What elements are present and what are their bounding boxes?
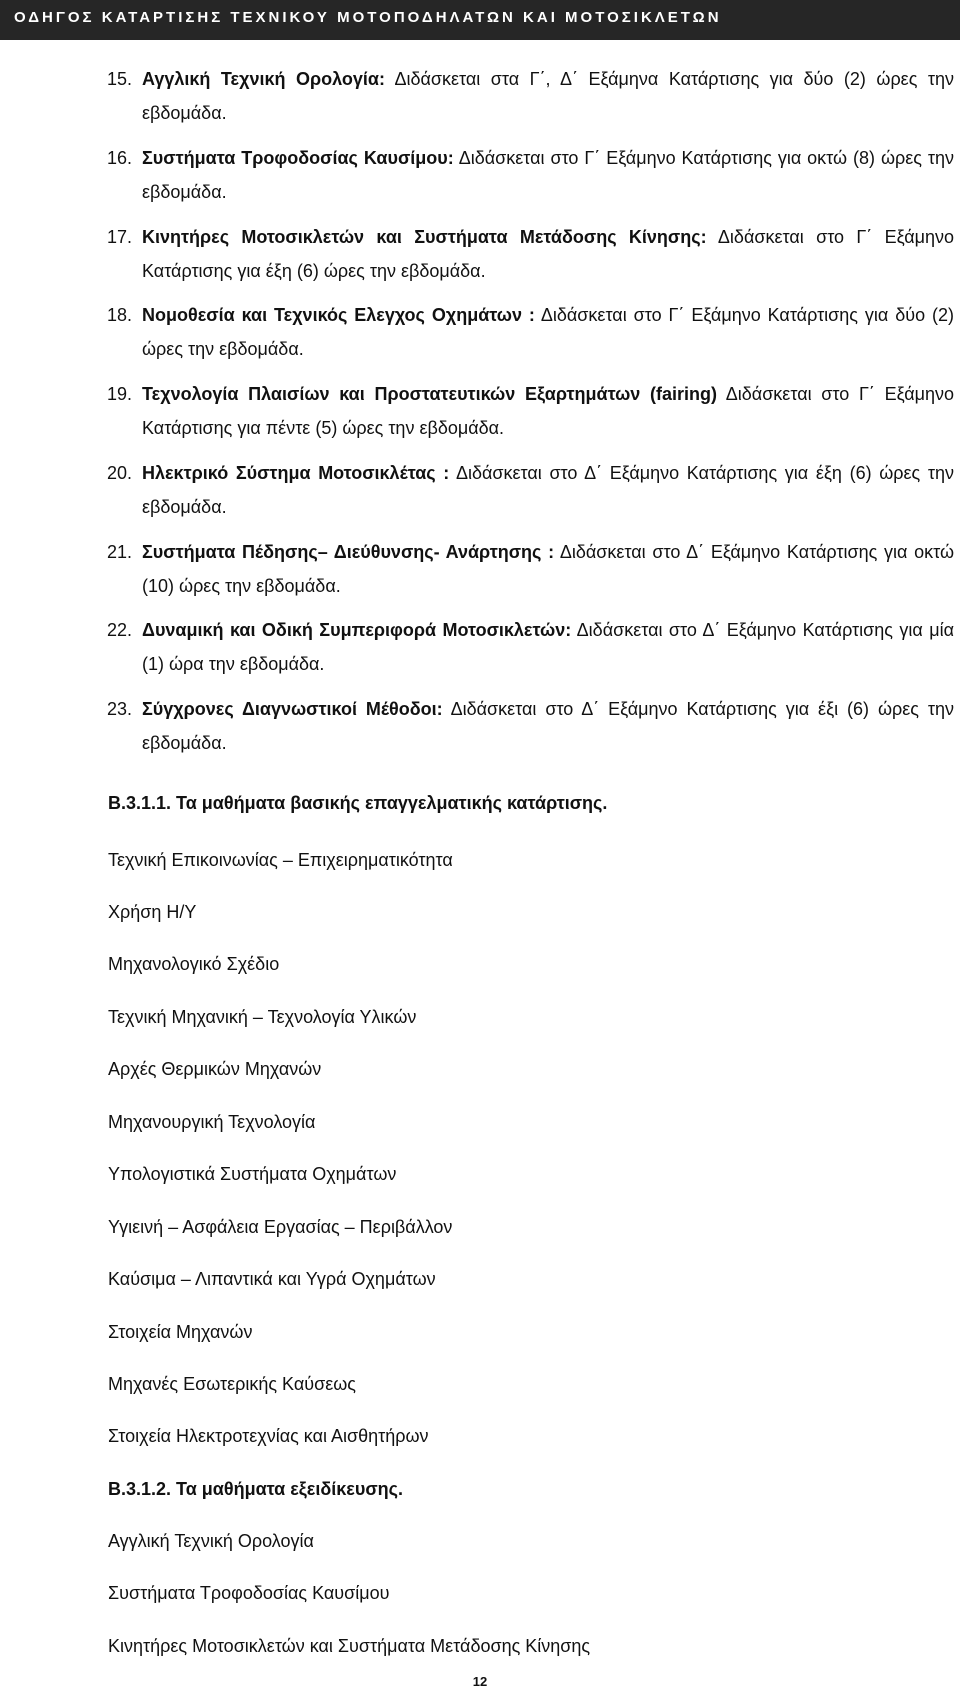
course-item xyxy=(107,298,954,366)
item-number: 19. xyxy=(107,384,133,404)
course-title: Ηλεκτρικό Σύστημα Μοτοσικλέτας : xyxy=(142,463,450,483)
item-number: 22. xyxy=(107,620,133,640)
item-number: 20. xyxy=(107,463,133,483)
course-item xyxy=(107,141,955,209)
course-item xyxy=(107,220,955,288)
special-course: Συστήματα Τροφοδοσίας Καυσίμου xyxy=(108,1583,390,1603)
course-title: Συστήματα Πέδησης– Διεύθυνσης- Ανάρτησης : xyxy=(142,542,555,562)
page-number: 12 xyxy=(472,1674,488,1689)
item-number: 18. xyxy=(107,305,133,325)
course-item xyxy=(107,62,954,130)
course-title: Τεχνολογία Πλαισίων και Προστατευτικών Εξαρτημάτων (fairing) xyxy=(142,384,718,404)
basic-course: Τεχνική Μηχανική – Τεχνολογία Υλικών xyxy=(108,1007,417,1027)
section-heading: Β.3.1.1. Τα μαθήματα βασικής επαγγελματικής κατάρτισης. xyxy=(108,793,608,813)
course-item xyxy=(107,535,955,603)
basic-course: Στοιχεία Μηχανών xyxy=(108,1322,253,1342)
basic-course: Μηχανολογικό Σχέδιο xyxy=(108,954,280,974)
item-number: 21. xyxy=(107,542,133,562)
basic-course: Μηχανουργική Τεχνολογία xyxy=(108,1112,316,1132)
basic-course: Καύσιμα – Λιπαντικά και Υγρά Οχημάτων xyxy=(108,1269,436,1289)
course-description: Διδάσκεται στο Δ΄ Εξάμηνο Κατάρτισης για έξη (6) ώρες την εβδομάδα. xyxy=(142,463,954,517)
special-course: Αγγλική Τεχνική Ορολογία xyxy=(108,1531,314,1551)
special-course: Κινητήρες Μοτοσικλετών και Συστήματα Μετάδοσης Κίνησης xyxy=(108,1636,591,1656)
course-item xyxy=(107,613,955,681)
item-number: 16. xyxy=(107,148,133,168)
course-item xyxy=(107,692,955,760)
item-number: 23. xyxy=(107,699,133,719)
item-number: 15. xyxy=(107,69,133,89)
course-description: Διδάσκεται στο Γ΄ Εξάμηνο Κατάρτισης για δύο (2) ώρες την εβδομάδα. xyxy=(142,305,954,359)
course-description: Διδάσκεται στο Γ΄ Εξάμηνο Κατάρτισης για έξη (6) ώρες την εβδομάδα. xyxy=(142,227,955,281)
basic-course: Χρήση Η/Υ xyxy=(108,902,197,922)
course-item xyxy=(107,377,954,445)
document-title: ΟΔΗΓΟΣ ΚΑΤΑΡΤΙΣΗΣ ΤΕΧΝΙΚΟΥ ΜΟΤΟΠΟΔΗΛΑΤΩΝ ΚΑΙ ΜΟΤΟΣΙΚΛΕΤΩΝ xyxy=(14,9,722,26)
course-description: Διδάσκεται στο Γ΄ Εξάμηνο Κατάρτισης για πέντε (5) ώρες την εβδομάδα. xyxy=(142,384,954,438)
basic-course: Τεχνική Επικοινωνίας – Επιχειρηματικότητα xyxy=(108,850,453,870)
item-number: 17. xyxy=(107,227,133,247)
course-title: Αγγλική Τεχνική Ορολογία: xyxy=(142,69,385,89)
course-description: Διδάσκεται στο Γ΄ Εξάμηνο Κατάρτισης για οκτώ (8) ώρες την εβδομάδα. xyxy=(142,148,955,202)
course-title: Κινητήρες Μοτοσικλετών και Συστήματα Μετάδοσης Κίνησης: xyxy=(142,227,707,247)
basic-course: Υγιεινή – Ασφάλεια Εργασίας – Περιβάλλον xyxy=(108,1217,453,1237)
course-description: Διδάσκεται στο Δ΄ Εξάμηνο Κατάρτισης για έξι (6) ώρες την εβδομάδα. xyxy=(142,699,955,753)
course-item xyxy=(107,456,954,524)
basic-course: Υπολογιστικά Συστήματα Οχημάτων xyxy=(108,1164,397,1184)
section-heading: Β.3.1.2. Τα μαθήματα εξειδίκευσης. xyxy=(108,1479,403,1499)
course-title: Σύγχρονες Διαγνωστικοί Μέθοδοι: xyxy=(142,699,443,719)
course-description: Διδάσκεται στα Γ΄, Δ΄ Εξάμηνα Κατάρτισης για δύο (2) ώρες την εβδομάδα. xyxy=(142,69,954,123)
course-title: Δυναμική και Οδική Συμπεριφορά Μοτοσικλετών: xyxy=(142,620,572,640)
basic-course: Στοιχεία Ηλεκτροτεχνίας και Αισθητήρων xyxy=(108,1426,429,1446)
basic-course: Μηχανές Εσωτερικής Καύσεως xyxy=(108,1374,356,1394)
course-description: Διδάσκεται στο Δ΄ Εξάμηνο Κατάρτισης για οκτώ (10) ώρες την εβδομάδα. xyxy=(142,542,955,596)
course-title: Συστήματα Τροφοδοσίας Καυσίμου: xyxy=(142,148,454,168)
course-description: Διδάσκεται στο Δ΄ Εξάμηνο Κατάρτισης για μία (1) ώρα την εβδομάδα. xyxy=(142,620,955,674)
page-header xyxy=(0,0,960,40)
basic-course: Αρχές Θερμικών Μηχανών xyxy=(108,1059,322,1079)
course-title: Νομοθεσία και Τεχνικός Ελεγχος Οχημάτων : xyxy=(142,305,535,325)
